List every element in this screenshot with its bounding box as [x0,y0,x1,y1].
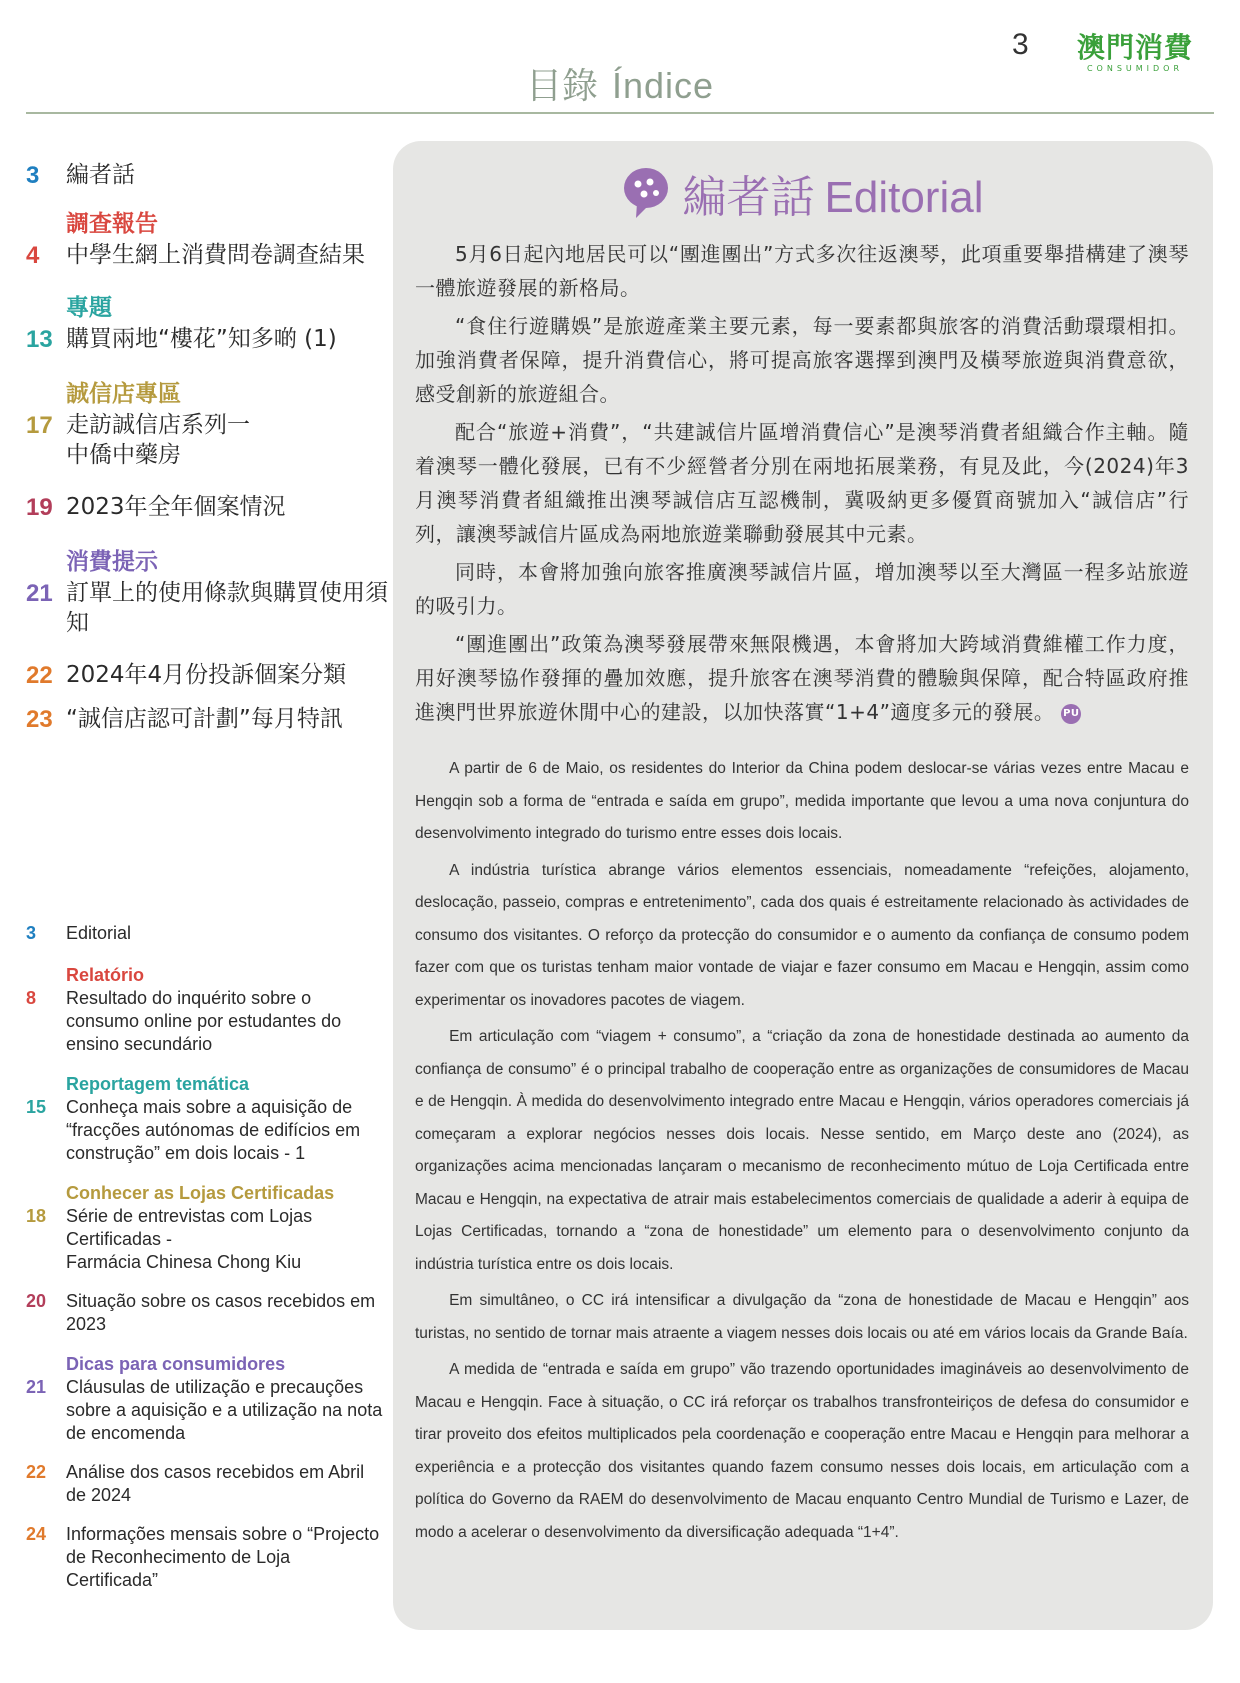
toc-page-number: 21 [26,1377,47,1397]
toc-page-number: 3 [26,162,40,189]
toc-row[interactable] [26,1290,386,1336]
toc-title: 走訪誠信店系列一 中僑中藥房 [66,412,250,468]
toc-title: Análise dos casos recebidos em Abril de 2024 [66,1462,365,1505]
paragraph-text: “團進團出”政策為澳琴發展帶來無限機遇，本會將加大跨域消費維權工作力度，用好澳琴協作發揮的疊加效應，提升旅客在澳琴消費的體驗與保障，配合特區政府推進澳門世界旅遊休閒中心的建設，以加快落實“1+4”適度多元的發展。 [415,632,1189,724]
toc-chinese [26,160,396,736]
toc-row[interactable] [26,240,396,272]
toc-row[interactable] [26,410,396,470]
editorial-paragraph-pt: A indústria turística abrange vários elementos essenciais, nomeadamente “refeições, alojamento, deslocação, passeio, compras e entretenimento”, cada dos quais é estreitamente relacionado às actividades de consumo dos visitantes. O reforço da protecção do consumidor e o aumento da confiança de consumo podem fazer com que os turistas tenham maior vontade de viajar e fazer consumo em Macau e Hengqin, assim como experimentar os inovadores pacotes de viagem. [415,861,1189,1009]
toc-page-number: 24 [26,1524,47,1544]
toc-title: Situação sobre os casos recebidos em 2023 [66,1291,376,1334]
toc-page-number: 21 [26,580,53,607]
toc-category: 調查報告 [66,211,158,237]
toc-title: 購買兩地“樓花”知多啲 (1) [66,326,337,352]
toc-page-number: 17 [26,412,53,439]
editorial-body-chinese [415,237,1189,733]
toc-item [26,1352,386,1445]
toc-row[interactable] [26,1523,386,1592]
editorial-paragraph-zh [415,309,1189,411]
toc-row[interactable] [26,492,396,524]
toc-item [26,292,396,356]
page-number: 3 [1012,28,1029,61]
toc-page-number: 13 [26,326,53,353]
editorial-paragraph-pt: Em articulação com “viagem + consumo”, a “criação da zona de honestidade destinada ao aumento da confiança de consumo” é o principal trabalho de cooperação entre as organizações de consumidores de Macau e de Hengqin. À medida do desenvolvimento integrado entre Macau e Hengqin, vários operadores comerciais já começaram a explorar negócios nesses dois locais. Nesse sentido, em Março deste ano (2024), as organizações acima mencionadas lançaram o mecanismo de reconhecimento mútuo de Loja Certificada entre Macau e Hengqin, na expectativa de atrair mais estabelecimentos comerciais de qualidade a aderir à equipa de Lojas Certificadas, tornando a “zona de honestidade” um elemento para o desenvolvimento conjunto da indústria turística entre os dois locais. [415,1028,1189,1273]
toc-page-number: 3 [26,923,37,943]
toc-row[interactable] [26,1096,386,1165]
toc-title: Conheça mais sobre a aquisição de “fracções autónomas de edifícios em construção” em dois locais - 1 [66,1097,361,1163]
toc-title: 2023年全年個案情況 [66,494,286,520]
toc-page-number: 22 [26,1462,47,1482]
toc-row[interactable] [26,1205,386,1274]
header-divider [26,112,1214,114]
toc-item [26,1461,386,1507]
editorial-panel [393,141,1213,1630]
toc-category: 消費提示 [66,549,158,575]
editorial-paragraph-zh [415,555,1189,623]
toc-item [26,378,396,470]
speech-bubble-icon [623,167,669,219]
paragraph-text: “食住行遊購娛”是旅遊產業主要元素，每一要素都與旅客的消費活動環環相扣。加強消費者保障，提升消費信心，將可提高旅客選擇到澳門及橫琴旅遊與消費意欲，感受創新的旅遊組合。 [415,314,1189,406]
toc-page-number: 18 [26,1206,47,1226]
toc-category: 專題 [66,295,112,321]
toc-title: Série de entrevistas com Lojas Certificadas - Farmácia Chinesa Chong Kiu [66,1206,313,1272]
toc-title: 中學生網上消費問卷調查結果 [66,242,365,268]
editorial-paragraph-zh [415,415,1189,551]
toc-category: Relatório [66,965,145,985]
toc-row[interactable] [26,1376,386,1445]
toc-title: “誠信店認可計劃”每月特訊 [66,706,343,732]
toc-title: 編者話 [66,162,135,188]
paragraph-text: 配合“旅遊+消費”，“共建誠信片區增消費信心”是澳琴消費者組織合作主軸。隨着澳琴一體化發展，已有不少經營者分別在兩地拓展業務，有見及此，今(2024)年3月澳琴消費者組織推出澳琴誠信店互認機制，冀吸納更多優質商號加入“誠信店”行列，讓澳琴誠信片區成為兩地旅遊業聯動發展其中元素。 [415,420,1189,546]
toc-item [26,160,396,192]
editorial-paragraph-zh [415,627,1189,729]
toc-portuguese [26,922,386,1592]
toc-title: Resultado do inquérito sobre o consumo online por estudantes do ensino secundário [66,988,342,1054]
page-title [0,58,1240,109]
editorial-paragraph-pt: A medida de “entrada e saída em grupo” vão trazendo oportunidades imagináveis ao desenvolvimento de Macau e Hengqin. Face à situação, o CC irá reforçar os trabalhos transfronteiriços de defesa do consumidor e tirar proveito dos efeitos multiplicados pela coordenação e cooperação entre Macau e Hengqin para melhorar a experiência e a protecção dos visitantes quando fazem consumo nesses dois locais, em articulação com a política do Governo da RAEM do desenvolvimento de Macau enquanto Centro Mundial de Turismo e Lazer, de modo a acelerar o desenvolvimento da diversificação adequada “1+4”. [415,1361,1189,1541]
toc-row[interactable] [26,578,396,638]
toc-item [26,208,396,272]
toc-page-number: 15 [26,1097,47,1117]
toc-page-number: 20 [26,1291,47,1311]
pu-badge: PU [1061,704,1081,724]
toc-item [26,704,396,736]
toc-item [26,1181,386,1274]
toc-title: 訂單上的使用條款與購買使用須知 [66,580,388,636]
toc-page-number: 4 [26,242,40,269]
editorial-title-en: Editorial [824,173,984,222]
toc-item [26,963,386,1056]
toc-item [26,922,386,945]
title-zh: 目錄 [525,66,598,107]
toc-category: Reportagem temática [66,1074,250,1094]
toc-row[interactable] [26,704,396,736]
editorial-paragraph-zh [415,237,1189,305]
editorial-title-zh: 編者話 [682,172,815,223]
editorial-paragraph-pt: A partir de 6 de Maio, os residentes do Interior da China podem deslocar-se várias vezes entre Macau e Hengqin sob a forma de “entrada e saída em grupo”, medida importante que levou a uma nova conjuntura do desenvolvimento integrado do turismo entre esses dois locais. [415,760,1189,842]
paragraph-text: 5月6日起內地居民可以“團進團出”方式多次往返澳琴，此項重要舉措構建了澳琴一體旅遊發展的新格局。 [415,242,1189,300]
toc-item [26,1523,386,1592]
toc-page-number: 23 [26,706,53,733]
toc-item [26,546,396,638]
toc-title: Informações mensais sobre o “Projecto de Reconhecimento de Loja Certificada” [66,1524,380,1590]
toc-row[interactable] [26,324,396,356]
toc-row[interactable] [26,160,396,192]
toc-page-number: 22 [26,662,53,689]
editorial-body-portuguese [415,753,1189,1553]
toc-title: 2024年4月份投訴個案分類 [66,662,347,688]
toc-row[interactable] [26,1461,386,1507]
toc-item [26,1290,386,1336]
editorial-header [393,161,1213,225]
logo-main-text: 澳門消費 [1076,31,1193,64]
toc-category: Conhecer as Lojas Certificadas [66,1183,335,1203]
editorial-paragraph-pt: Em simultâneo, o CC irá intensificar a divulgação da “zona de honestidade de Macau e Hengqin” aos turistas, no sentido de tornar mais atraente a viagem nesses dois locais ou até em vários locais da Grande Baía. [415,1292,1189,1342]
toc-category: Dicas para consumidores [66,1354,286,1374]
toc-row[interactable] [26,987,386,1056]
toc-item [26,1072,386,1165]
toc-title: Cláusulas de utilização e precauções sobre a aquisição e a utilização na nota de encomenda [66,1377,383,1443]
logo-sub-text: CONSUMIDOR [1086,64,1184,73]
title-pt: Índice [611,65,715,106]
toc-category: 誠信店專區 [66,381,181,407]
toc-item [26,492,396,524]
toc-item [26,660,396,692]
toc-row[interactable] [26,922,386,945]
toc-page-number: 19 [26,494,53,521]
paragraph-text: 同時，本會將加強向旅客推廣澳琴誠信片區，增加澳琴以至大灣區一程多站旅遊的吸引力。 [415,560,1189,618]
toc-row[interactable] [26,660,396,692]
toc-title: Editorial [66,923,132,943]
toc-page-number: 8 [26,988,37,1008]
editorial-title [683,161,984,225]
